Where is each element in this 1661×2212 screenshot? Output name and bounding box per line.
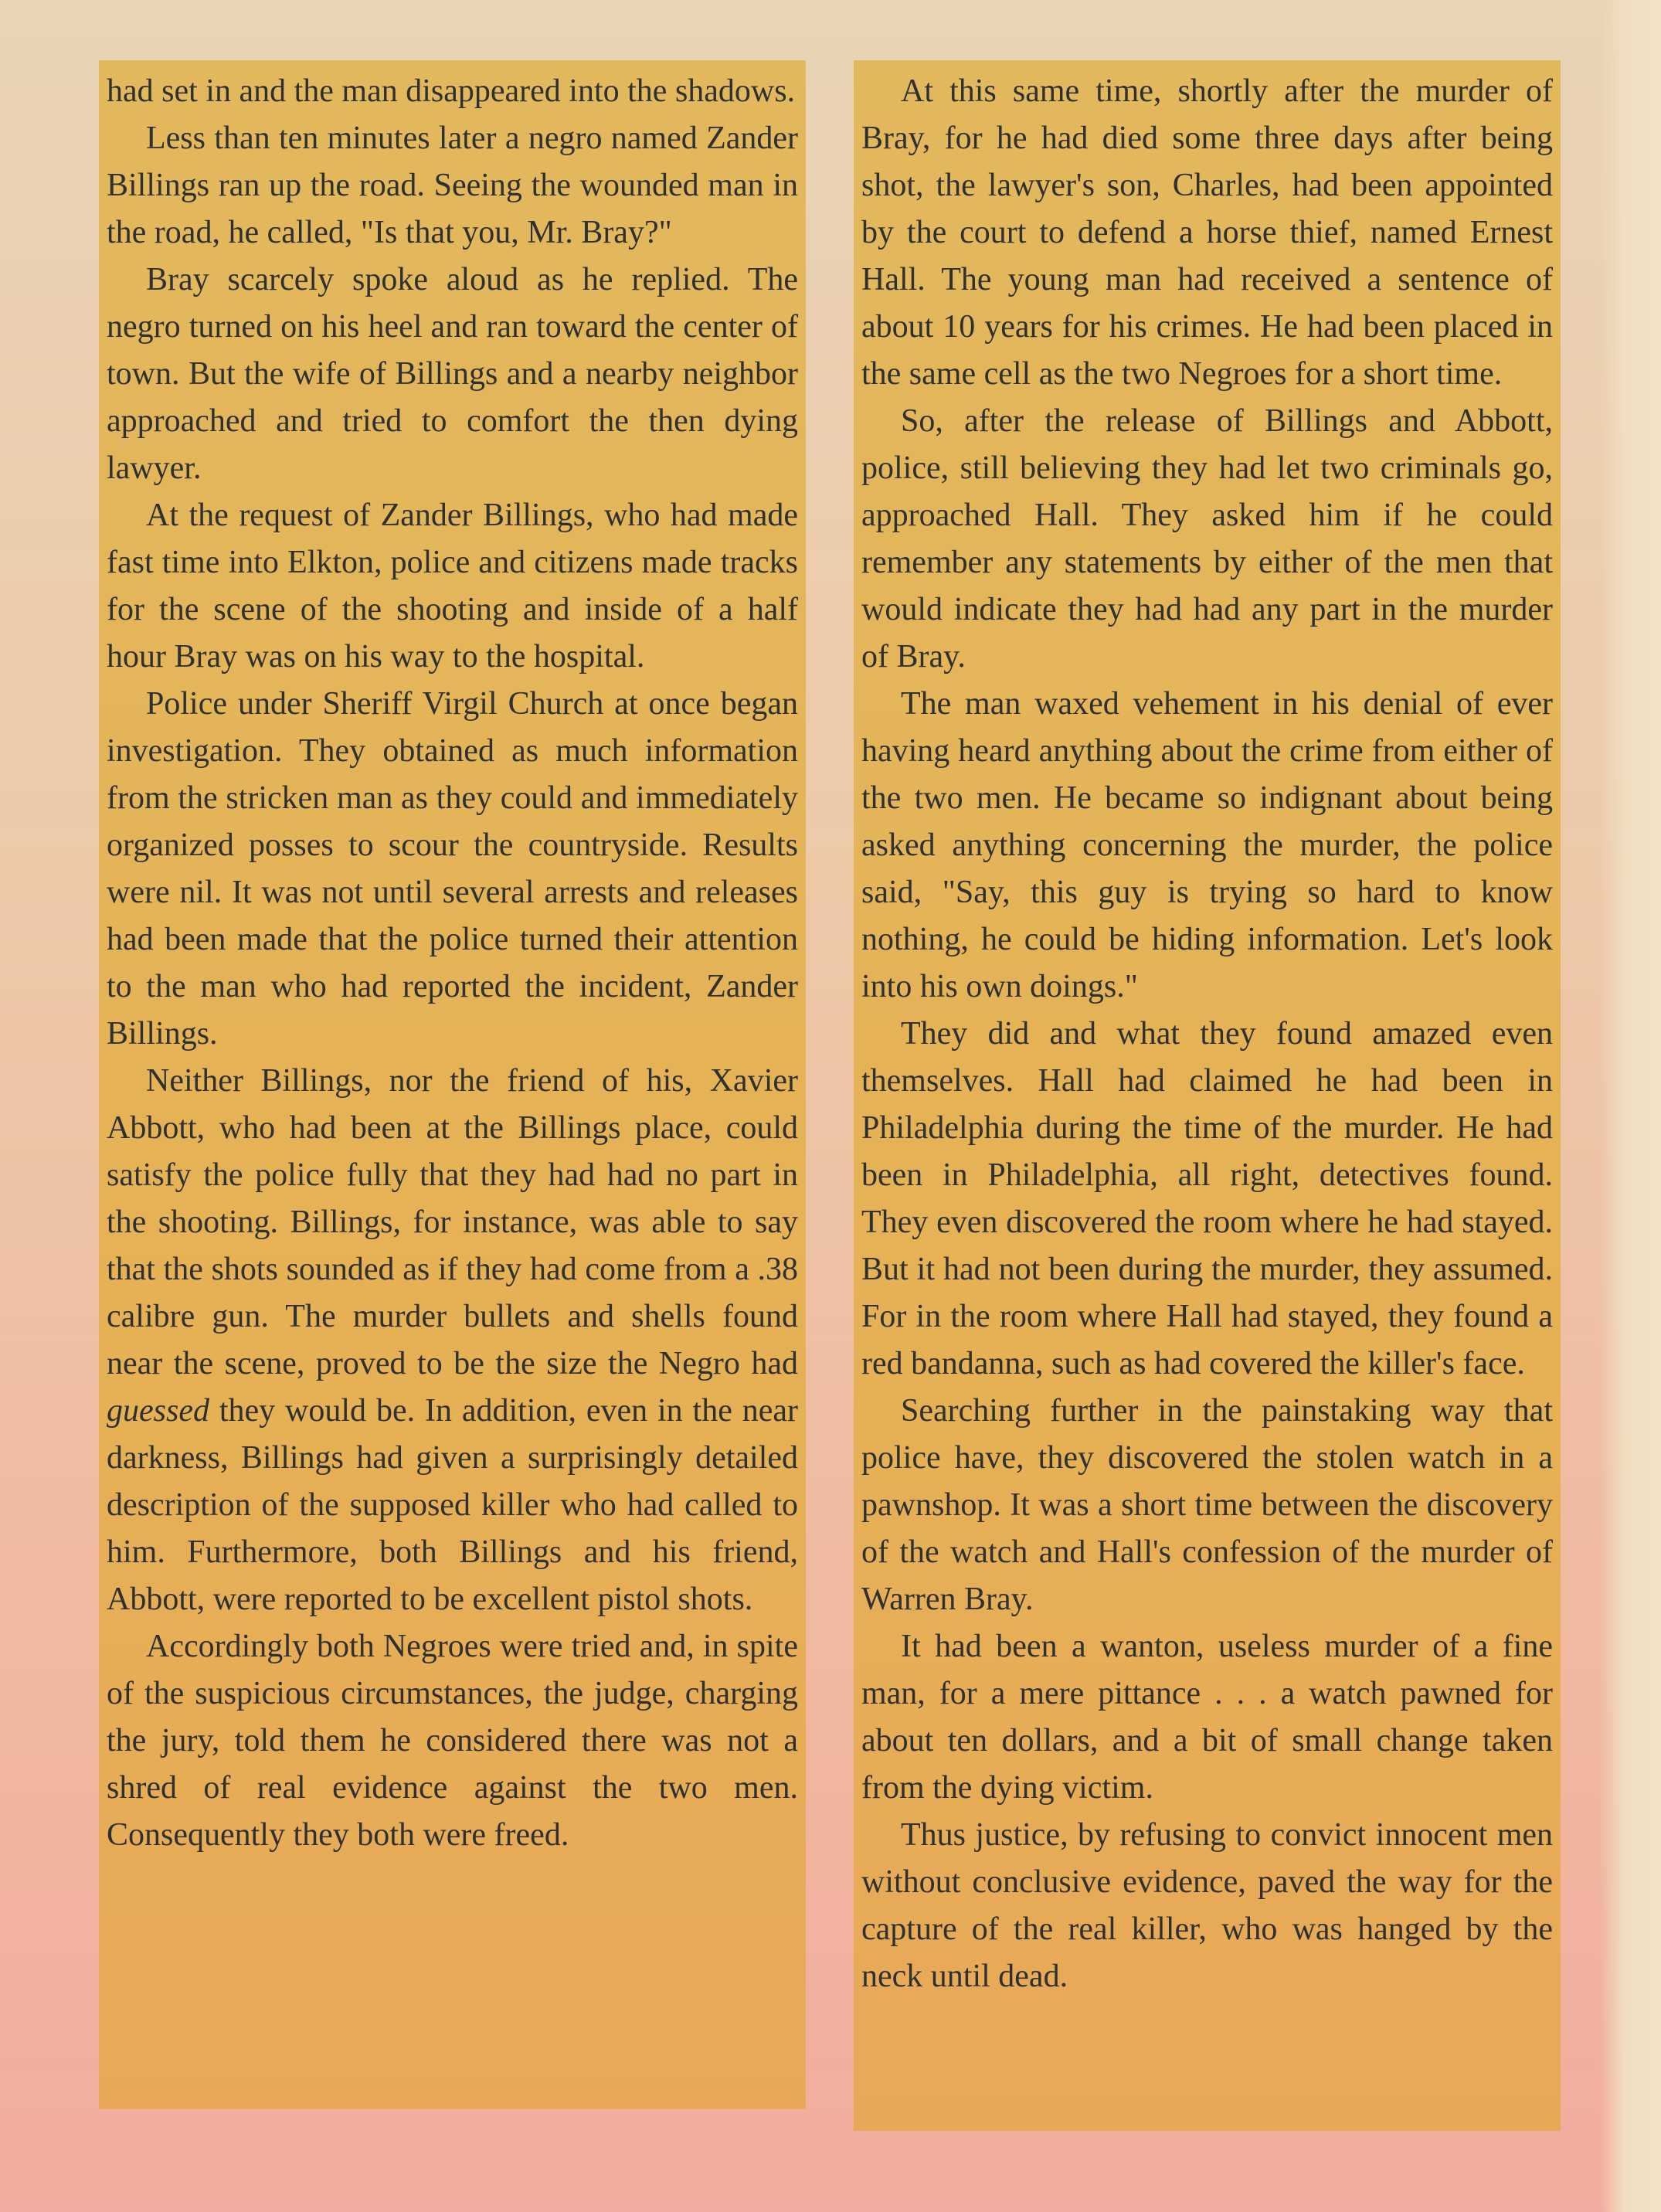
paragraph [107,1058,798,1623]
page-edge [1599,0,1661,2212]
paragraph: Police under Sheriff Virgil Church at once began investigation. They obtained as much information from the stricken man as they could and immediately organized posses to scour the countryside. Results were nil. It was not until several arrests and releases had been made that the police turned their attention to the man who had reported the incident, Zander Billings. [107,686,798,1052]
paragraph: At this same time, shortly after the murder of Bray, for he had died some three days after being shot, the lawyer's son, Charles, had been appointed by the court to defend a horse thief, named Ernest Hall. The young man had received a sentence of about 10 years for his crimes. He had been placed in the same cell as the two Negroes for a short time. [861,73,1553,392]
left-column [99,60,806,2109]
text-run: they would be. In addition, even in the near darkness, Billings had given a surprisingly detailed description of the supposed killer who had called to him. Furthermore, both Billings and his friend, Abbott, were reported to be excellent pistol shots. [107,1393,799,1617]
paragraph: Bray scarcely spoke aloud as he replied. The negro turned on his heel and ran toward the center of town. But the wife of Billings and a nearby neighbor approached and tried to comfort the then dying lawyer. [107,262,798,486]
paragraph: had set in and the man disappeared into the shadows. [107,73,796,109]
paragraph: Thus justice, by refusing to convict innocent men without conclusive evidence, paved the way for the capture of the real killer, who was hanged by the neck until dead. [861,1817,1553,1994]
paragraph: So, after the release of Billings and Abbott, police, still believing they had let two criminals go, approached Hall. They asked him if he could remember any statements by either of the men that would indicate they had had any part in the murder of Bray. [861,403,1553,674]
paragraph: It had been a wanton, useless murder of a fine man, for a mere pittance . . . a watch pawned for about ten dollars, and a bit of small change taken from the dying victim. [861,1629,1553,1806]
paragraph: Searching further in the painstaking way that police have, they discovered the stolen watch in a pawnshop. It was a short time between the discovery of the watch and Hall's confession of the murder of Warren Bray. [861,1393,1553,1617]
paragraph: They did and what they found amazed even themselves. Hall had claimed he had been in Philadelphia during the time of the murder. He had been in Philadelphia, all right, detectives found. They even discovered the room where he had stayed. But it had not been during the murder, they assumed. For in the room where Hall had stayed, they found a red bandanna, such as had covered the killer's face. [861,1016,1553,1381]
paragraph: At the request of Zander Billings, who had made fast time into Elkton, police and citizens made tracks for the scene of the shooting and inside of a half hour Bray was on his way to the hospital. [107,498,798,674]
text-run: Neither Billings, nor the friend of his, Xavier Abbott, who had been at the Billings place, could satisfy the police fully that they had had no part in the shooting. Billings, for instance, was able to say that the shots sounded as if they had come from a .38 calibre gun. The murder bullets and shells found near the scene, proved to be the size the Negro had [107,1063,798,1381]
paragraph: The man waxed vehement in his denial of ever having heard anything about the crime from either of the two men. He became so indignant about being asked anything concerning the murder, the police said, "Say, this guy is trying so hard to know nothing, he could be hiding information. Let's look into his own doings." [861,686,1553,1004]
paragraph: Less than ten minutes later a negro named Zander Billings ran up the road. Seeing the wounded man in the road, he called, "Is that you, Mr. Bray?" [107,121,798,250]
italic-word: guessed [107,1393,209,1429]
right-column [854,60,1561,2131]
paragraph: Accordingly both Negroes were tried and, in spite of the suspicious circumstances, the judge, charging the jury, told them he considered there was not a shred of real evidence against the two men. Consequently they both were freed. [107,1629,798,1853]
